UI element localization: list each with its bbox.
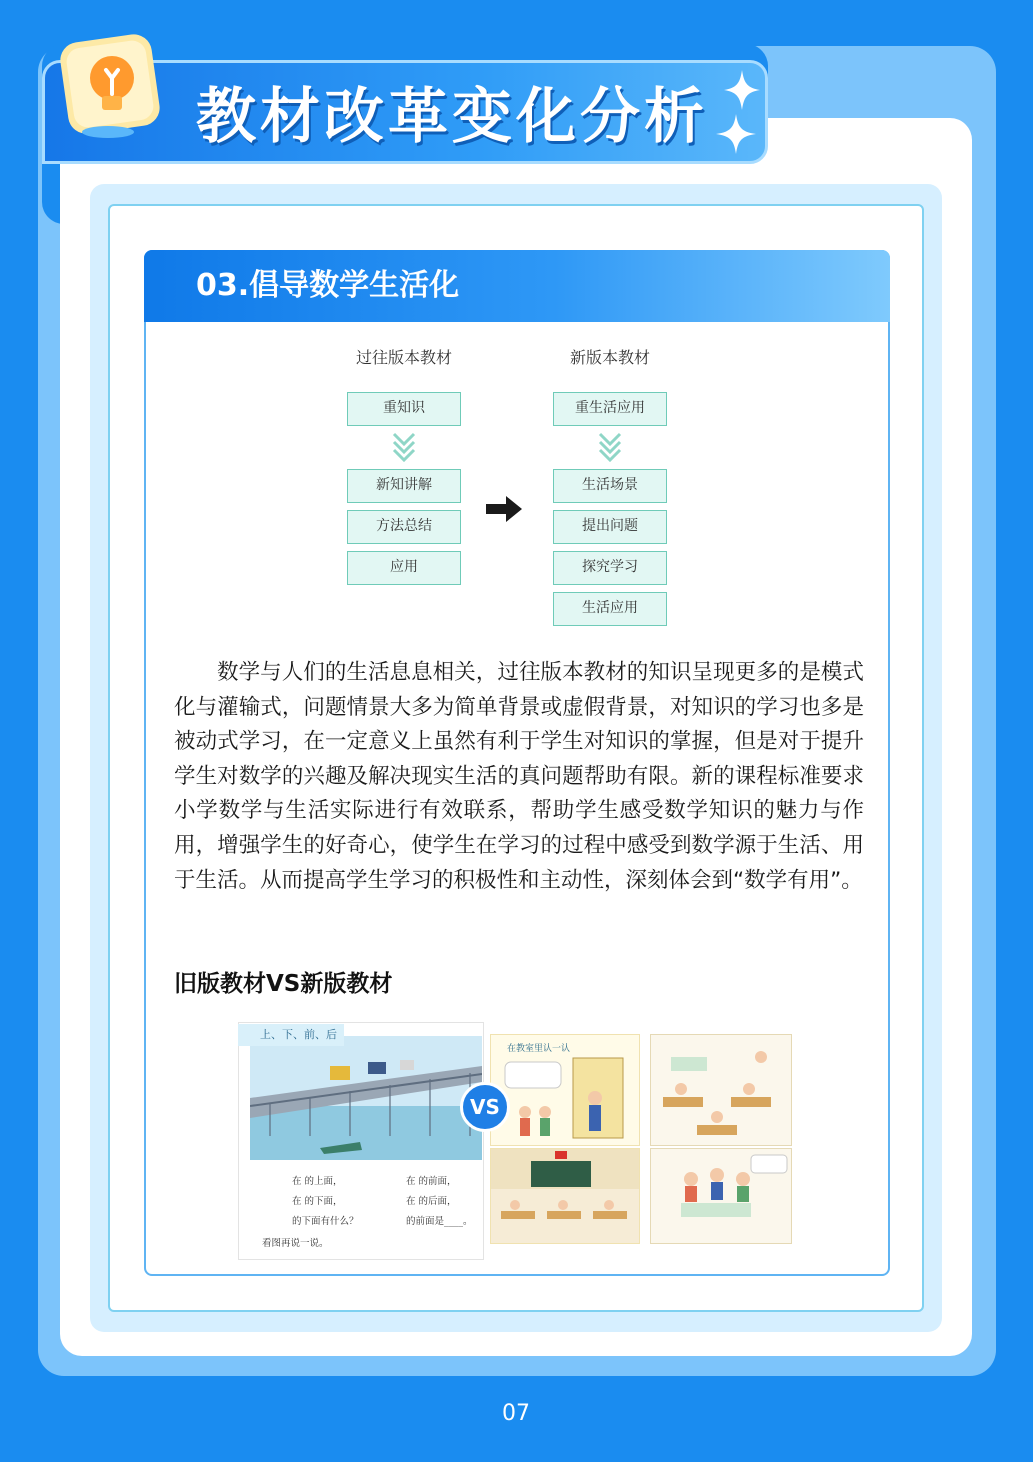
new-textbook-image	[650, 1034, 792, 1146]
flow-left-item: 应用	[347, 551, 461, 585]
students-group-illustration	[651, 1149, 791, 1243]
flow-right-item: 提出问题	[553, 510, 667, 544]
section-title: 03.倡导数学生活化	[196, 268, 460, 303]
flow-right-top-box: 重生活应用	[553, 392, 667, 426]
flow-right-title: 新版本教材	[569, 348, 650, 367]
old-textbook-tag: 上、下、前、后	[238, 1024, 344, 1046]
old-caption: 的下面有什么？	[292, 1216, 359, 1227]
flow-right-item: 生活应用	[553, 592, 667, 626]
new-textbook-tag: 在教室里认一认	[507, 1044, 571, 1054]
comparison-heading: 旧版教材VS新版教材	[174, 971, 393, 997]
new-textbook-image	[490, 1148, 640, 1244]
flow-left-title: 过往版本教材	[355, 348, 452, 367]
flow-left-top-box: 重知识	[347, 392, 461, 426]
old-caption: 看图再说一说。	[262, 1238, 329, 1249]
classroom-door-illustration	[491, 1054, 639, 1144]
new-textbook-image	[490, 1034, 640, 1146]
old-caption: 在 的后面，	[406, 1196, 457, 1207]
sparkle-icon	[712, 70, 772, 154]
page-number: 07	[502, 1401, 530, 1426]
arrow-right-icon	[486, 494, 522, 524]
old-caption: 的前面是____。	[406, 1216, 473, 1227]
lightbulb-icon	[50, 28, 170, 146]
flow-left-item: 方法总结	[347, 510, 461, 544]
old-caption: 在 的下面，	[292, 1196, 343, 1207]
bridge-illustration	[250, 1036, 482, 1160]
page-title: 教材改革变化分析	[196, 82, 708, 152]
flow-right-item: 探究学习	[553, 551, 667, 585]
vs-badge: VS	[460, 1082, 510, 1132]
chevron-down-icon	[392, 432, 416, 462]
flow-left-item: 新知讲解	[347, 469, 461, 503]
new-textbook-image	[650, 1148, 792, 1244]
body-paragraph: 数学与人们的生活息息相关，过往版本教材的知识呈现更多的是模式化与灌输式，问题情景大多为简单背景或虚假背景，对知识的学习也多是被动式学习，在一定意义上虽然有利于学生对知识的掌握，但是对于提升学生对数学的兴趣及解决现实生活的真问题帮助有限。新的课程标准要求小学数学与生活实际进行有效联系，帮助学生感受数学知识的魅力与作用，增强学生的好奇心，使学生在学习的过程中感受到数学源于生活、用于生活。从而提高学生学习的积极性和主动性，深刻体会到“数学有用”。	[174, 660, 864, 893]
old-caption: 在 的前面，	[406, 1176, 457, 1187]
flow-right-item: 生活场景	[553, 469, 667, 503]
students-desks-illustration	[651, 1035, 791, 1145]
chevron-down-icon	[598, 432, 622, 462]
classroom-illustration	[491, 1149, 639, 1243]
old-caption: 在 的上面，	[292, 1176, 343, 1187]
